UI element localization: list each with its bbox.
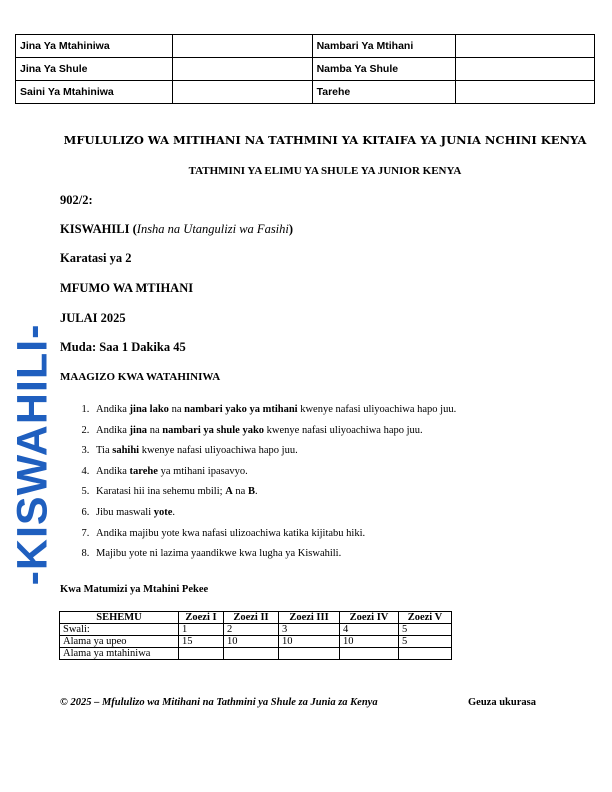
marks-cell[interactable]: 10 xyxy=(340,636,399,648)
marks-body xyxy=(60,624,452,660)
marks-row xyxy=(60,624,452,636)
turn-page-note: Geuza ukurasa xyxy=(468,697,536,708)
candidate-name-field[interactable] xyxy=(173,35,312,58)
marks-cell[interactable] xyxy=(179,648,224,660)
instruction-item: 8. Majibu yote ni lazima yaandikwe kwa lugha ya Kiswahili. xyxy=(92,544,456,565)
examiner-only-heading: Kwa Matumizi ya Mtahini Pekee xyxy=(60,584,209,595)
school-name-label: Jina Ya Shule xyxy=(16,58,173,81)
index-number-field[interactable] xyxy=(455,35,594,58)
assessment-subtitle: TATHMINI YA ELIMU YA SHULE YA JUNIOR KENYA xyxy=(188,165,462,177)
subject-detail: Insha na Utangulizi wa Fasihi xyxy=(136,222,289,236)
paper-number: Karatasi ya 2 xyxy=(60,251,132,265)
marks-cell[interactable] xyxy=(340,648,399,660)
instruction-item: 4. Andika tarehe ya mtihani ipasavyo. xyxy=(92,462,456,483)
marks-column-header: Zoezi I xyxy=(179,612,224,624)
marks-row-label: Swali: xyxy=(60,624,179,636)
instructions-heading: MAAGIZO KWA WATAHINIWA xyxy=(60,371,221,383)
instruction-item: 2. Andika jina na nambari ya shule yako kwenye nafasi uliyoachiwa hapo juu. xyxy=(92,421,456,442)
instruction-item: 1. Andika jina lako na nambari yako ya mtihani kwenye nafasi uliyoachiwa hapo juu. xyxy=(92,400,456,421)
marks-column-header: Zoezi V xyxy=(399,612,452,624)
school-number-label: Namba Ya Shule xyxy=(312,58,455,81)
exam-series-title: MFULULIZO WA MITIHANI NA TATHMINI YA KITAIFA YA JUNIA NCHINI KENYA xyxy=(63,133,587,147)
candidate-name-label: Jina Ya Mtahiniwa xyxy=(16,35,173,58)
marks-cell[interactable]: 5 xyxy=(399,636,452,648)
school-name-field[interactable] xyxy=(173,58,312,81)
instructions-list xyxy=(60,400,456,565)
info-row xyxy=(16,35,595,58)
instruction-item: 6. Jibu maswali yote. xyxy=(92,503,456,524)
marks-column-header: SEHEMU xyxy=(60,612,179,624)
marks-cell[interactable]: 5 xyxy=(399,624,452,636)
date-field[interactable] xyxy=(455,81,594,104)
copyright-notice: © 2025 – Mfululizo wa Mitihani na Tathmini ya Shule za Junia za Kenya xyxy=(60,697,378,708)
date-label: Tarehe xyxy=(312,81,455,104)
subject-side-label: -KISWAHILI- xyxy=(8,323,57,586)
marks-row-label: Alama ya upeo xyxy=(60,636,179,648)
marks-cell[interactable]: 2 xyxy=(224,624,279,636)
candidate-signature-label: Saini Ya Mtahiniwa xyxy=(16,81,173,104)
paper-code: 902/2: xyxy=(60,193,93,207)
marks-cell[interactable] xyxy=(279,648,340,660)
marks-cell[interactable]: 10 xyxy=(279,636,340,648)
marks-column-header: Zoezi III xyxy=(279,612,340,624)
exam-date: JULAI 2025 xyxy=(60,311,126,325)
marks-row xyxy=(60,636,452,648)
exam-duration: Muda: Saa 1 Dakika 45 xyxy=(60,340,186,354)
info-row xyxy=(16,81,595,104)
subject-open-paren: ( xyxy=(132,222,137,236)
candidate-signature-field[interactable] xyxy=(173,81,312,104)
marks-column-header: Zoezi II xyxy=(224,612,279,624)
examiner-marks-table xyxy=(59,611,452,660)
marks-cell[interactable]: 4 xyxy=(340,624,399,636)
subject-name: KISWAHILI xyxy=(60,222,130,236)
marks-header-row xyxy=(60,612,452,624)
marks-cell[interactable]: 10 xyxy=(224,636,279,648)
candidate-info-table xyxy=(15,34,595,104)
info-row xyxy=(16,58,595,81)
marks-cell[interactable]: 15 xyxy=(179,636,224,648)
marks-cell[interactable] xyxy=(224,648,279,660)
marking-scheme-label: MFUMO WA MTIHANI xyxy=(60,281,194,295)
subject-line xyxy=(60,222,293,237)
marks-column-header: Zoezi IV xyxy=(340,612,399,624)
subject-close-paren: ) xyxy=(288,222,294,236)
marks-row-label: Alama ya mtahiniwa xyxy=(60,648,179,660)
marks-cell[interactable]: 3 xyxy=(279,624,340,636)
index-number-label: Nambari Ya Mtihani xyxy=(312,35,455,58)
instruction-item: 5. Karatasi hii ina sehemu mbili; A na B. xyxy=(92,482,456,503)
marks-cell[interactable]: 1 xyxy=(179,624,224,636)
instruction-item: 7. Andika majibu yote kwa nafasi ulizoachiwa katika kijitabu hiki. xyxy=(92,524,456,545)
marks-row xyxy=(60,648,452,660)
school-number-field[interactable] xyxy=(455,58,594,81)
marks-cell[interactable] xyxy=(399,648,452,660)
instruction-item: 3. Tia sahihi kwenye nafasi uliyoachiwa hapo juu. xyxy=(92,441,456,462)
